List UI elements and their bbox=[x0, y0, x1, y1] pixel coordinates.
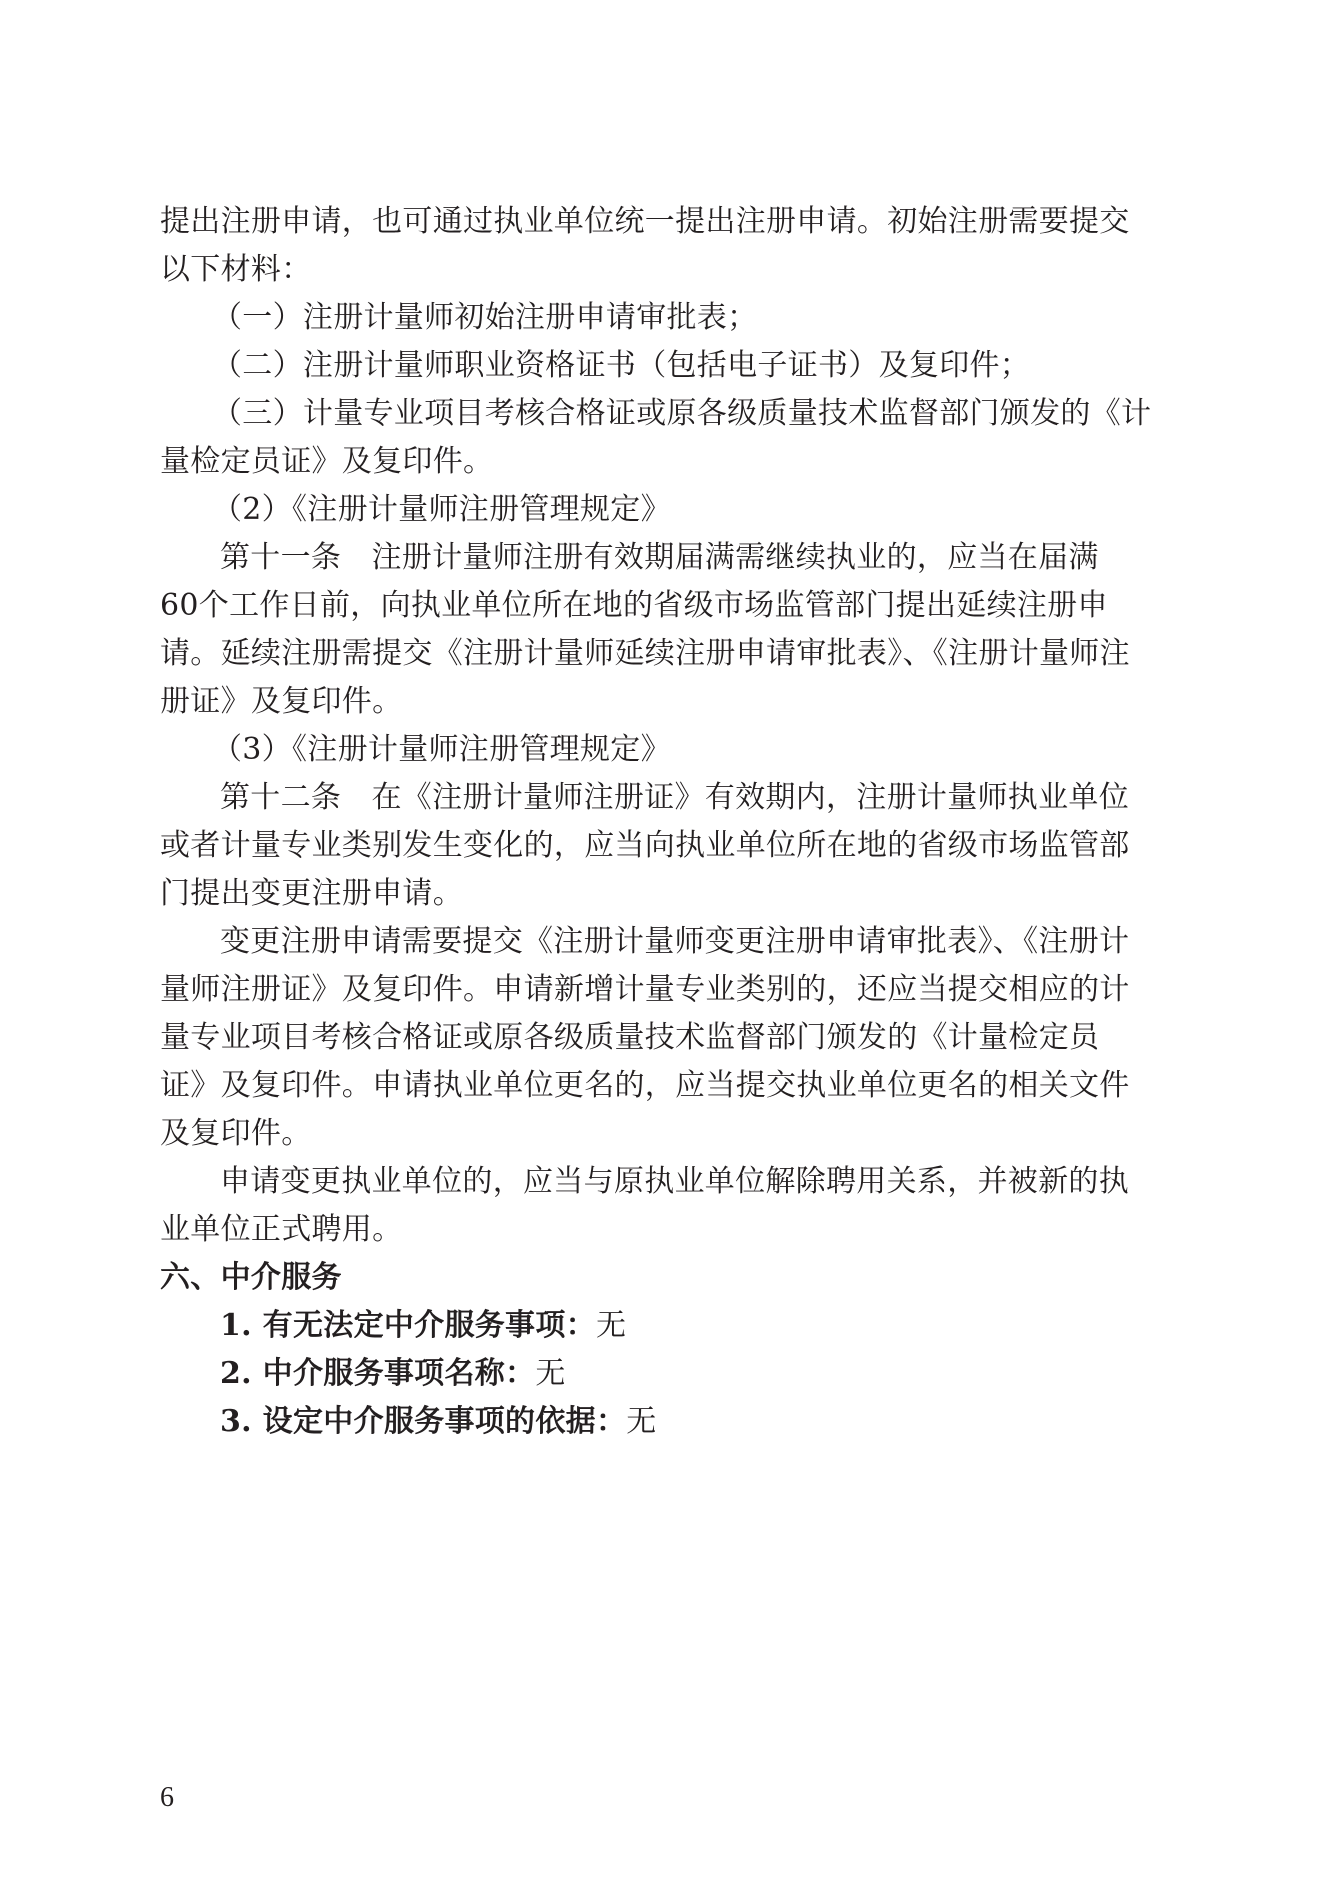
service-item bbox=[220, 1402, 657, 1442]
service-item-value: 无 bbox=[535, 1356, 566, 1391]
paragraph-line: 请。延续注册需提交《注册计量师延续注册申请审批表》、《注册计量师注 bbox=[160, 636, 1130, 671]
list-item: （三）计量专业项目考核合格证或原各级质量技术监督部门颁发的《计 bbox=[212, 396, 1152, 431]
service-item-value: 无 bbox=[626, 1404, 657, 1439]
service-item-label: 1. 有无法定中介服务事项： bbox=[220, 1308, 596, 1343]
service-item-value: 无 bbox=[595, 1308, 627, 1343]
paragraph-line: 业单位正式聘用。 bbox=[160, 1212, 403, 1247]
paragraph-line: 门提出变更注册申请。 bbox=[160, 876, 463, 911]
paragraph-line: 以下材料： bbox=[160, 252, 312, 287]
paragraph-line: 册证》及复印件。 bbox=[160, 684, 403, 719]
article-line: 第十一条 注册计量师注册有效期届满需继续执业的，应当在届满 bbox=[220, 540, 1099, 575]
article-line: 第十二条 在《注册计量师注册证》有效期内，注册计量师执业单位 bbox=[220, 780, 1129, 815]
paragraph-line: 60个工作日前，向执业单位所在地的省级市场监管部门提出延续注册申 bbox=[160, 588, 1108, 623]
service-item-label: 3. 设定中介服务事项的依据： bbox=[220, 1404, 627, 1439]
list-item: （二）注册计量师职业资格证书（包括电子证书）及复印件； bbox=[212, 348, 1031, 383]
regulation-title: （3）《注册计量师注册管理规定》 bbox=[212, 732, 671, 767]
paragraph-line: 量师注册证》及复印件。申请新增计量专业类别的，还应当提交相应的计 bbox=[160, 972, 1130, 1007]
paragraph-line: 证》及复印件。申请执业单位更名的，应当提交执业单位更名的相关文件 bbox=[160, 1068, 1130, 1103]
paragraph-line: 变更注册申请需要提交《注册计量师变更注册申请审批表》、《注册计 bbox=[220, 924, 1130, 959]
list-item: （一）注册计量师初始注册申请审批表； bbox=[212, 300, 758, 335]
regulation-title: （2）《注册计量师注册管理规定》 bbox=[212, 492, 671, 527]
service-item-label: 2. 中介服务事项名称： bbox=[220, 1356, 536, 1391]
service-item bbox=[220, 1306, 626, 1346]
paragraph-line: 提出注册申请，也可通过执业单位统一提出注册申请。初始注册需要提交 bbox=[160, 204, 1130, 239]
paragraph-line: 及复印件。 bbox=[160, 1116, 312, 1151]
paragraph-line: 量专业项目考核合格证或原各级质量技术监督部门颁发的《计量检定员 bbox=[160, 1020, 1100, 1055]
paragraph-line: 申请变更执业单位的，应当与原执业单位解除聘用关系，并被新的执 bbox=[220, 1164, 1129, 1199]
service-item bbox=[220, 1354, 566, 1394]
paragraph-line: 量检定员证》及复印件。 bbox=[160, 444, 494, 479]
section-heading: 六、中介服务 bbox=[160, 1260, 342, 1295]
page-number: 6 bbox=[160, 1782, 174, 1813]
paragraph-line: 或者计量专业类别发生变化的，应当向执业单位所在地的省级市场监管部 bbox=[160, 828, 1130, 863]
